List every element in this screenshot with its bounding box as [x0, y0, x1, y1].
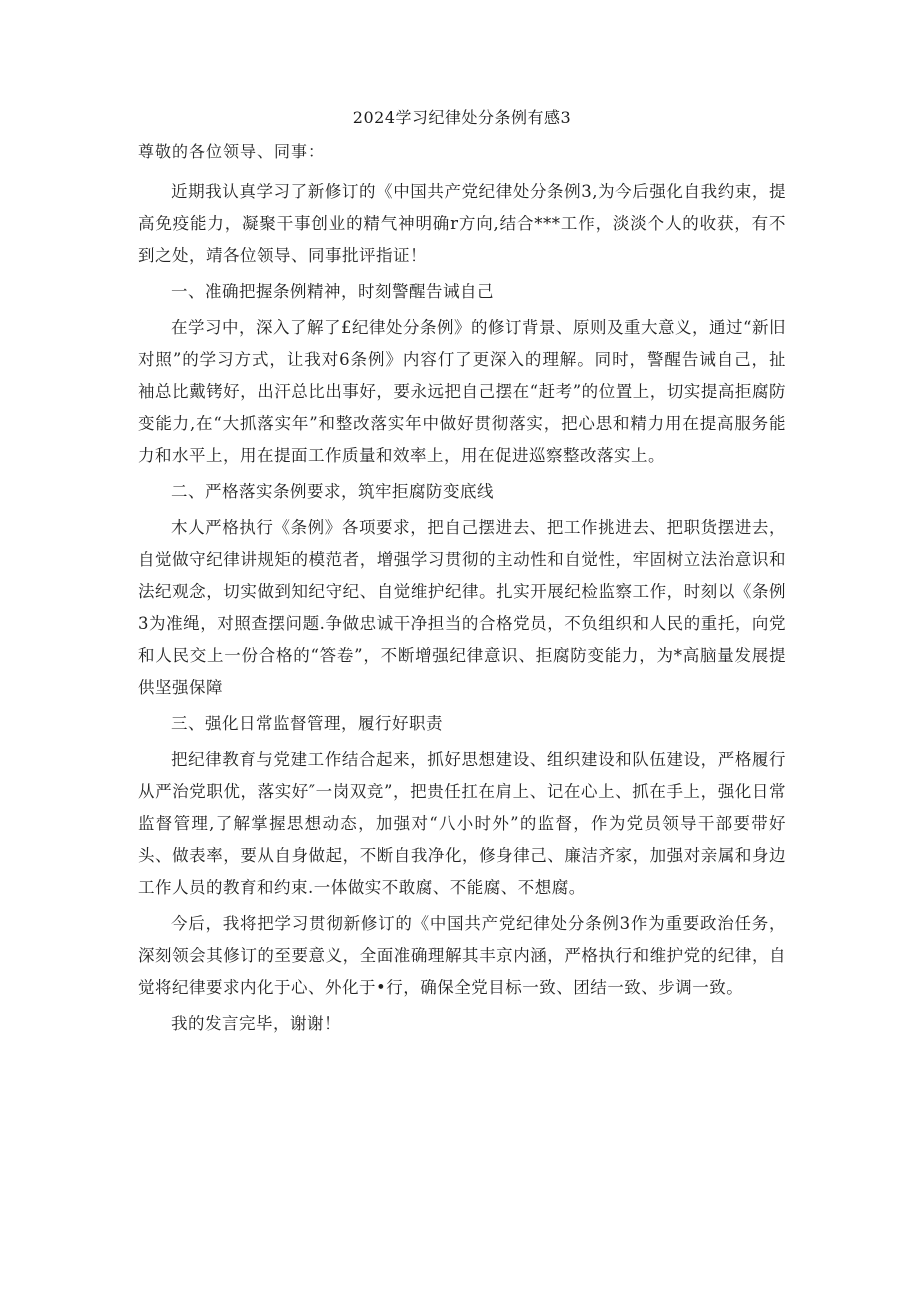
section-3-body: 把纪律教育与党建工作结合起来，抓好思想建设、组织建设和队伍建设，严格履行从严治党职优，落实好″一岗双竞”，把贵任扛在肩上、记在心上、抓在手上，强化日常监督管理,了解掌握思想动态，加强对“八小时外”的监督，作为党员领导干部要带好头、做表率，要从自身做起，不断自我净化，修身律己、廉洁齐家，加强对亲属和身边工作人员的教育和约束.一体做实不敢腐、不能腐、不想腐。: [138, 750, 786, 897]
section-1-body: 在学习中，深入了解了£纪律处分条例》的修订背景、原则及重大意义，通过“新旧对照”的学习方式，让我对6条例》内容仃了更深入的理解。同时，警醒告诫自己，扯袖总比戴铐好，出汗总比出事好，要永远把自己摆在“赶考”的位置上，切实提高拒腐防变能力,在“大抓落实年”和整改落实年中做好贯彻落实，把心思和精力用在提高服务能力和水平上，用在提面工作质量和效率上，用在促进巡察整改落实上。: [138, 318, 786, 465]
closing-paragraph: 今后，我将把学习贯彻新修订的《中国共产党纪律处分条例3作为重要政治任务，深刻领会其修订的至要意义，全面准确理解其丰京内涵，严格执行和维护党的纪律，自觉将纪律要求内化于心、外化于•行，确保全党目标一致、团结一致、步调一致。: [138, 914, 786, 997]
salutation: 尊敬的各位领导、同事：: [138, 142, 326, 161]
document-page: [138, 108, 786, 1044]
section-2-body: 木人严格执行《条例》各项要求，把自己摆进去、把工作挑进去、把职货摆进去，自觉做守纪律讲规矩的模范者，增强学习贯彻的主动性和自觉性，牢固树立法治意识和法纪观念，切实做到知纪守纪、自觉维护纪律。扎实开展纪检监察工作，时刻以《条例3为准绳，对照查摆问题.争做忠诚干净担当的合格党员，不负组织和人民的重托，向党和人民交上一份合格的“答卷”，不断增强纪律意识、拒腐防变能力，为*高脑量发展提供坚强保障: [138, 518, 786, 697]
section-2-heading: 二、严格落实条例要求，筑牢拒腐防变底线: [171, 482, 494, 501]
section-3-heading: 三、强化日常监督管理，履行好职责: [171, 714, 443, 733]
intro-paragraph: 近期我认真学习了新修订的《中国共产党纪律处分条例3,为今后强化自我约束，提高免疫能力，凝聚干事创业的精气神明确r方向,结合***工作，淡淡个人的收获，有不到之处，靖各位领导、同事批评指证！: [138, 182, 786, 265]
document-title: 2024学习纪律处分条例有感3: [352, 108, 572, 127]
ending-line: 我的发言完毕，谢谢！: [171, 1014, 341, 1033]
section-1-heading: 一、准确把握条例精神，时刻警醒告诫自己: [171, 282, 494, 301]
